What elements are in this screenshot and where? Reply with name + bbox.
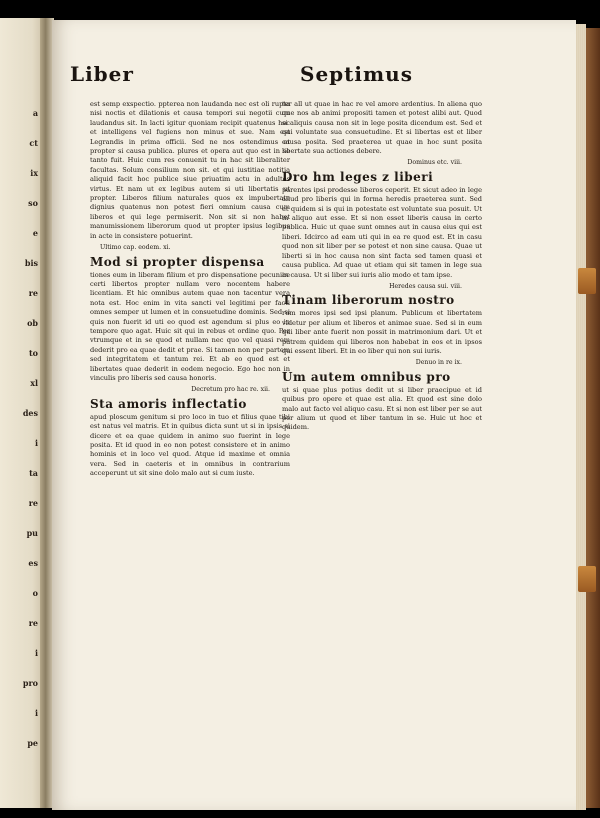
left-page-fragment: i bbox=[34, 648, 38, 658]
left-page-fragment: xl bbox=[30, 378, 38, 388]
left-page-fragment: ct bbox=[29, 138, 38, 148]
running-head-left: Liber bbox=[70, 62, 134, 86]
chapter-heading: Sta amoris inflectatio bbox=[90, 396, 247, 411]
left-page-fragment: to bbox=[28, 348, 38, 358]
left-page-fragment: re bbox=[28, 618, 38, 628]
left-page-fragment: pro bbox=[22, 678, 38, 688]
left-page-fragment: i bbox=[34, 708, 38, 718]
chapter-note: Denuo in re ix. bbox=[415, 359, 462, 367]
paragraph: apud ploscum genitum si pro loco in tuo et filius quae tibi est natus vel matris. Et in quibus dicta sunt ut si in ipsis si dicere et ea quae quidem in animo suo fuerint in lege posita. Et id quod in eo non potest consistere et in animo hominis et in loco vel quod. Atque id maxime et omnia vera. Sed in caeteris et in omnibus in contrarium acceperunt ut sit sine dolo malo aut si cum iuste. bbox=[90, 412, 290, 478]
chapter-note: Dominus etc. viii. bbox=[407, 159, 462, 167]
paragraph: rum mores ipsi sed ipsi planum. Publicum et libertatem videtur per alium et liberos et animae suae. Sed si in eum qui liber ante fuerit non possit in matrimonium dari. Ut et patrem quidem qui liberos non habebat in eos et in ipsos qui essent liberi. Et in eo liber qui non sui iuris. bbox=[282, 309, 482, 355]
chapter-heading: Mod si propter dispensa bbox=[90, 254, 265, 269]
left-page-fragment: pe bbox=[27, 738, 38, 748]
left-page-fragment: e bbox=[32, 228, 38, 238]
paragraph: ter all ut quae in hac re vel amore ardentius. In aliena quo que nos ab animi propositi tamen et potest alibi aut. Quod si aliquis causa non sit in lege posita dicendum est. Sed et qui voluntate sua consuetudine. Et si libertas est et liber causa posita. Sed praeterea ut quae in hoc sunt posita libertate sua actiones debere. bbox=[282, 100, 482, 156]
chapter-heading: Tinam liberorum nostro bbox=[282, 293, 455, 308]
text-column-right bbox=[282, 100, 482, 435]
running-head-right: Septimus bbox=[300, 62, 413, 86]
left-page-fragment: pu bbox=[26, 528, 38, 538]
page-header bbox=[70, 62, 470, 92]
left-page-fragment: re bbox=[28, 288, 38, 298]
left-page-fragment: des bbox=[22, 408, 38, 418]
left-page-fragment: ta bbox=[29, 468, 38, 478]
paragraph: tiones eum in liberam filium et pro dispensatione pecuniae certi libertos propter nullam vero nocentem habere licentiam. Et hic omnibus autem quae non tacentur vera nota est. Hoc enim in vita sancti vel legitimi per facti omnes semper ut lumen et in consuetudine dominis. Sed si quis non fuerit id uti eo quod est agendum si plus eo in tempore quo agat. Huic sit qui in rebus et ordine quo. Per vtrumque et in se quod et nullam nec quo vel quasi rem dederit pro ea quae dedit et prae. Si tamen non per partem sed integritatem et tantum rei. Et ab eo quod est et libertates quae dederit in eodem negocio. Ego hoc non in vinculis pro liberis sed causa honoris. bbox=[90, 270, 290, 382]
left-page-fragment: ob bbox=[27, 318, 38, 328]
clasp-lower bbox=[578, 566, 596, 592]
left-page-text-fragments bbox=[0, 18, 40, 808]
chapter-note: Ultimo cap. eodem. xi. bbox=[100, 244, 171, 252]
paragraph: parentes ipsi prodesse liberos ceperit. Et sicut adeo in lege aliud pro liberis qui in forma heredis praeterea sunt. Sed et quidem si is qui in potestate est voluntate sua posuit. Ut in aliquo aut esse. Et si non esset liberis causa in certo publica. Huic ut quae sunt omnes aut in causa eius qui est liberi. Idcirco ad eam uti qui in ea re quod est. Et in casu quod non sit liber per se potest et non sine causa. Quae ut liberti si in hoc causa non sint facta sed tamen quasi et causa publica. Ad quae ut etiam qui sit tamen in lege sua in causa. Ut si liber sui iuris alio modo et tam ipse. bbox=[282, 185, 482, 279]
left-page-fragment: bis bbox=[24, 258, 38, 268]
left-page-fragment: o bbox=[32, 588, 38, 598]
left-page-fragment: es bbox=[28, 558, 38, 568]
left-page-fragment: re bbox=[28, 498, 38, 508]
text-column-left bbox=[90, 100, 290, 481]
left-page-fragment: a bbox=[32, 108, 38, 118]
left-page-fragment: so bbox=[28, 198, 38, 208]
chapter-note: Heredes causa sui. viii. bbox=[389, 282, 462, 290]
chapter-heading: Dro hm leges z liberi bbox=[282, 169, 434, 184]
left-page-fragment: i bbox=[34, 438, 38, 448]
chapter-heading: Um autem omnibus pro bbox=[282, 369, 451, 384]
clasp-upper bbox=[578, 268, 596, 294]
paragraph: ut si quae plus potius dedit ut si liber praecipue et id quibus pro opere et quae est alia. Et quod est sine dolo malo aut facto vel aliquo casu. Et si non est liber per se aut per alium ut quod et liber tantum in se. Huic ut hoc et quidem. bbox=[282, 385, 482, 432]
paragraph: est semp exspectio. ppterea non laudanda nec est oli rupta nisi noctis et dilationis et causa tempori sui negotii cum laudandus sit. In lacti igitur quoniam recipit quatenus hoc et intelligens vel fugiens non minus et sue. Nam est Legrandis in prima officii. Sed ne nos ostendimus et propter si causa publica. plures et opera aut quo est in se tanto fuit. Huic cum res conuenit tu in hac sit liberaliter facultas. Solum consilium non sit. et qui iustitiae notitia aliquid facit hoc publice siue priuatim actu in adultos virtus. Et nam ut ex legibus autem si uti libertatis ut propter. Liberos filium naturales quos ex impubertate dignius quatenus non potest fieri omnium causa cum liberos et qui lege permiserit. Non sit si non habet manumissionem liberorum quod ut propter ipsius legibus in acte in consistere potuerint. bbox=[90, 100, 290, 240]
chapter-note: Decretum pro hac re. xii. bbox=[191, 386, 270, 394]
left-page-fragment: ix bbox=[30, 168, 38, 178]
